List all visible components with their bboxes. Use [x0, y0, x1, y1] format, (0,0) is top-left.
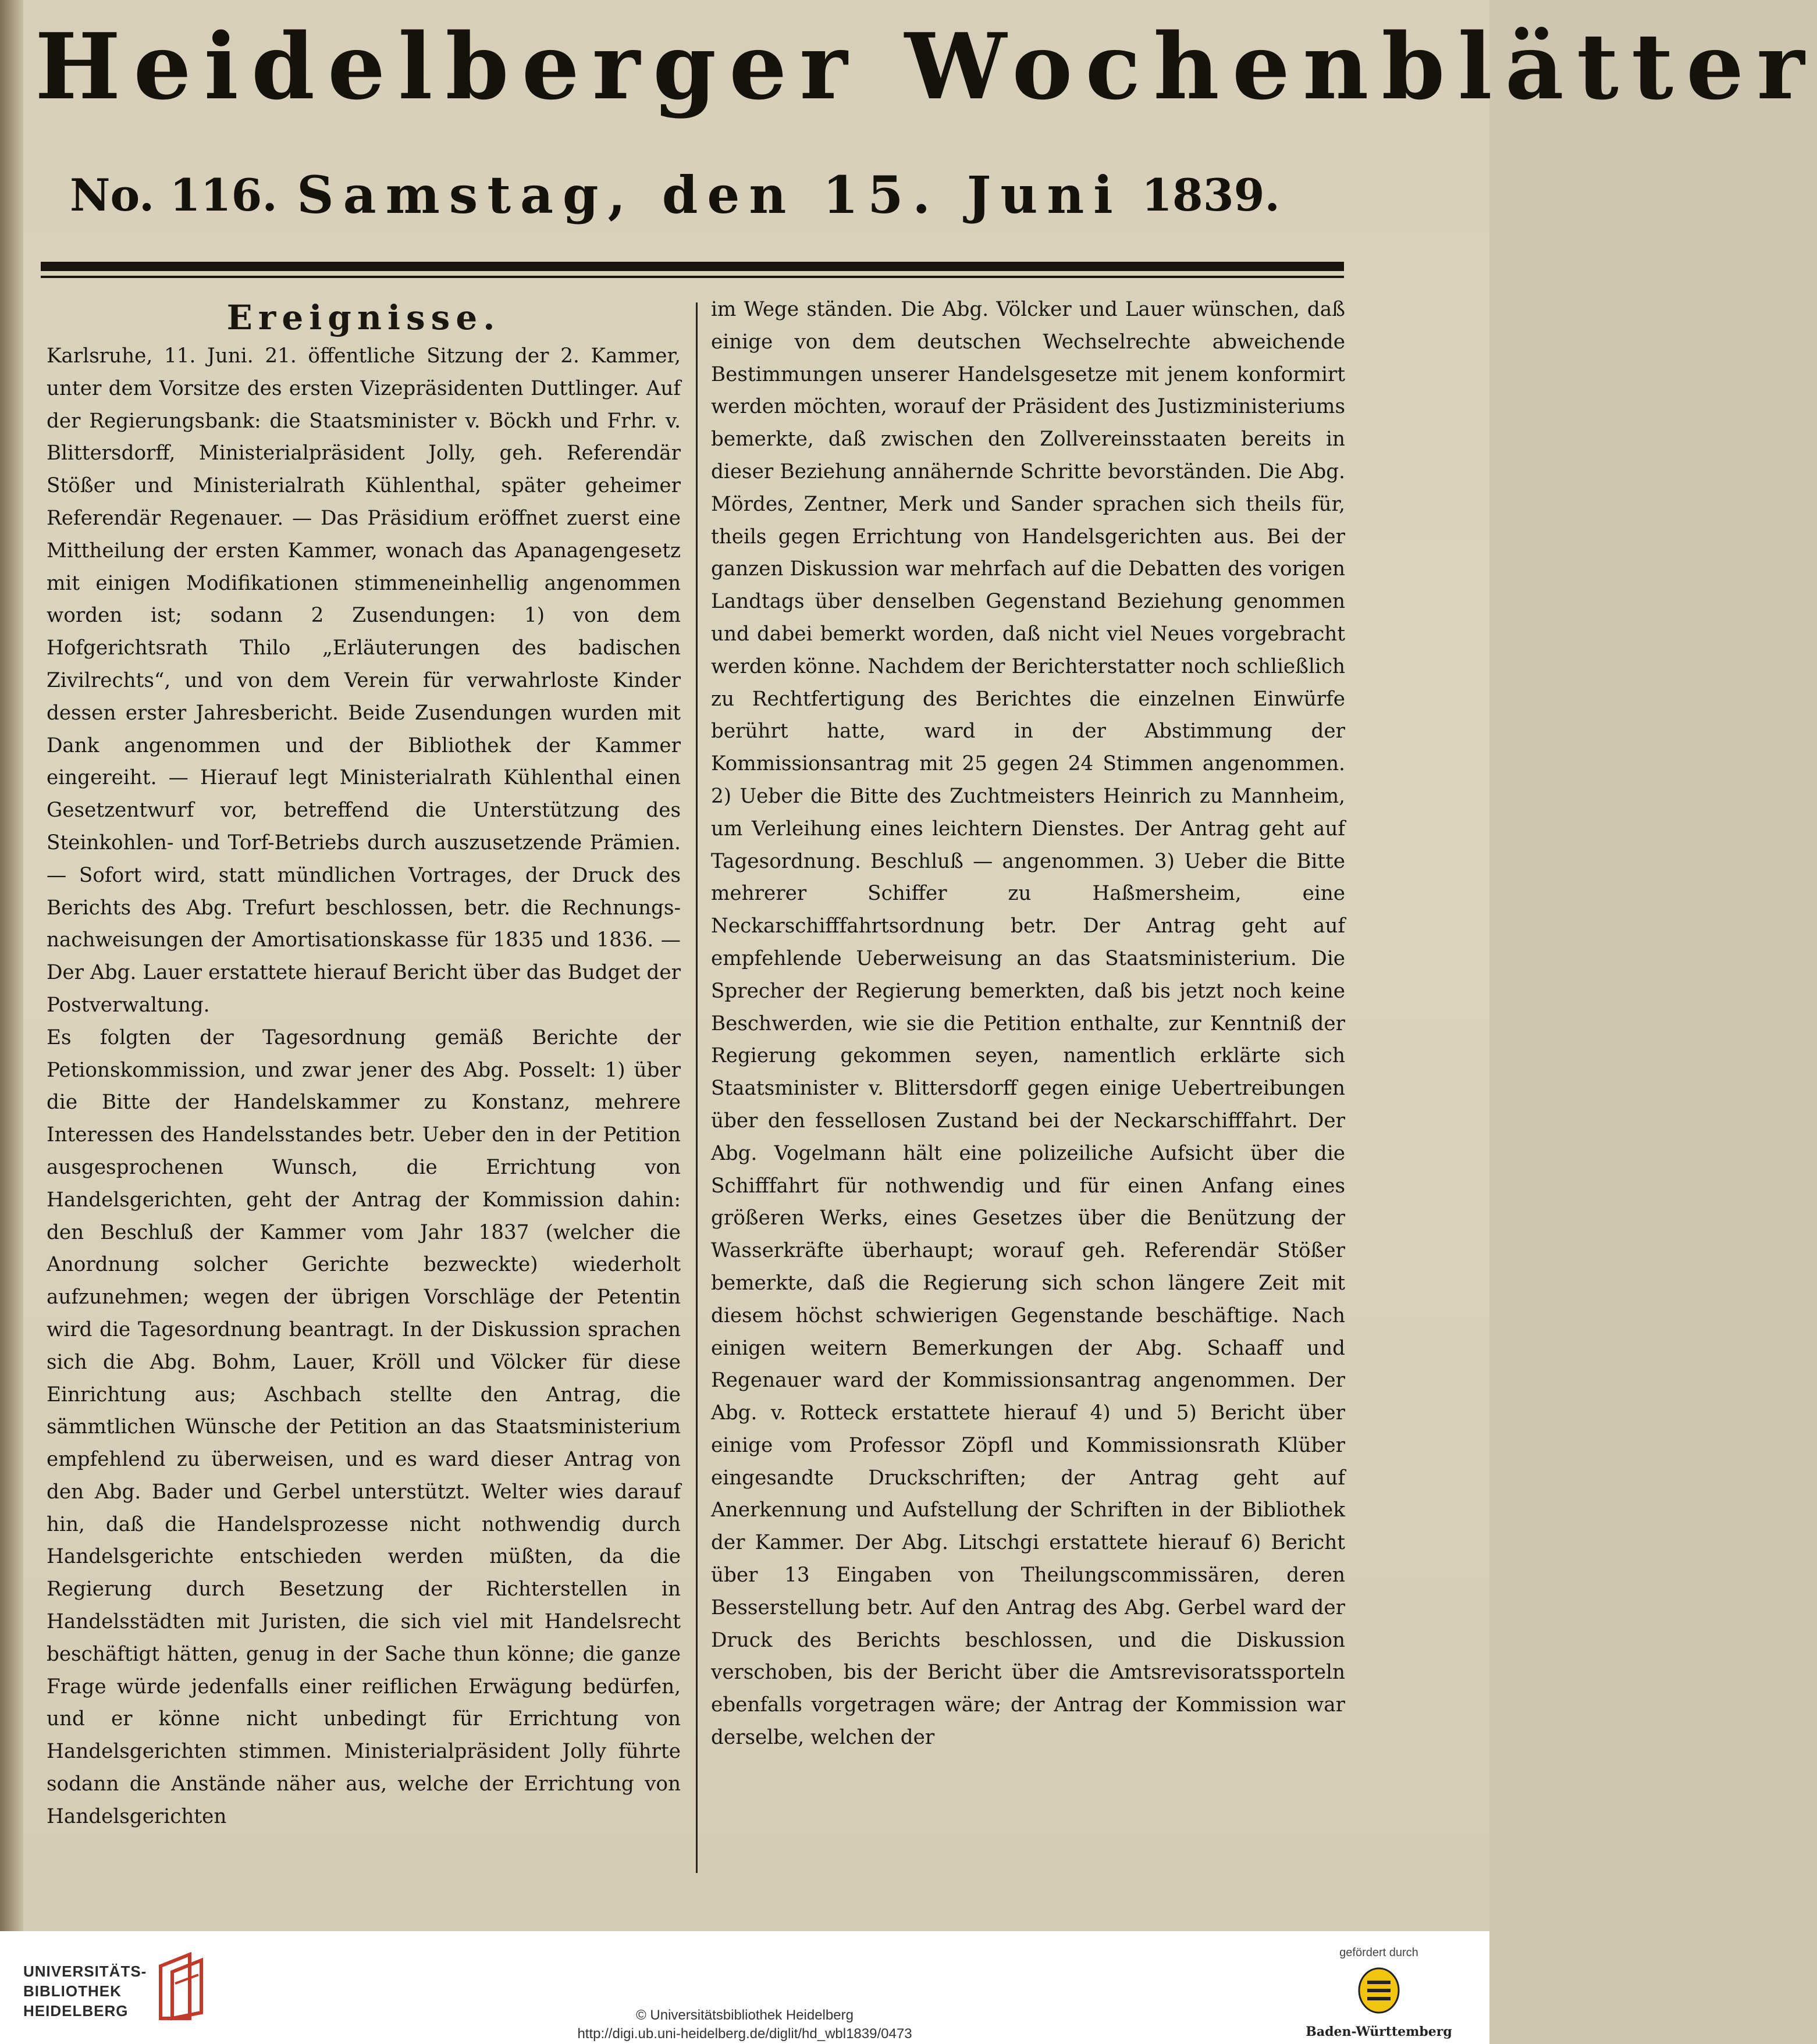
library-name-line: HEIDELBERG: [23, 2002, 129, 2020]
library-name-line: BIBLIOTHEK: [23, 1982, 122, 2000]
library-name-line: UNIVERSITÄTS-: [23, 1963, 147, 1980]
coat-of-arms-icon: [1357, 1966, 1401, 2015]
section-heading: Ereignisse.: [226, 298, 501, 337]
masthead-title: Heidelberger Wochenblätter: [35, 13, 1817, 120]
issue-year: 1839.: [1142, 169, 1280, 221]
header-rule-thick: [41, 262, 1344, 271]
issue-line: [70, 154, 1280, 236]
paragraph: Es folgten der Tagesordnung gemäß Berichte der Petionskommission, und zwar jener des Abg. Posselt: 1) über die Bitte der Handelskammer zu Konstanz, mehrere Interessen des Handelsstandes betr. Ueber den in der Petition ausgesprochenen Wunsch, die Errichtung von Handelsgerichten, geht der Antrag der Kommission dahin: den Beschluß der Kammer vom Jahr 1837 (welcher die Anordnung solcher Gerichte bezweckte) wiederholt aufzunehmen; wegen der übrigen Vorschläge der Petentin wird die Tagesordnung beantragt. In der Diskussion sprachen sich die Abg. Bohm, Lauer, Kröll und Völcker für diese Einrichtung aus; Aschbach stellte den Antrag, die sämmtlichen Wünsche der Petition an das Staatsministerium empfehlend zu überweisen, und es ward dieser Antrag von den Abg. Bader und Gerbel unterstützt. Welter wies darauf hin, daß die Handelsprozesse nicht nothwendig durch Handelsgerichte entschieden werden müßten, da die Regierung durch Besetzung der Richterstellen in Handelsstädten mit Juristen, die sich viel mit Handelsrecht beschäftigt hätten, genug in der Sache thun könne; die ganze Frage würde jedenfalls einer reiflichen Erwägung bedürfen, und er könne nicht unbedingt für Errichtung von Handelsgerichten stimmen. Ministerialpräsident Jolly führte sodann die Anstände näher aus, welche der Errichtung von Handelsgerichten: [47, 1025, 681, 1828]
issue-date: Samstag, den 15. Juni: [297, 165, 1122, 225]
copyright-notice: © Universitätsbibliothek Heidelberg: [636, 2007, 854, 2023]
footer: [0, 1931, 1489, 2044]
source-url-link[interactable]: http://digi.ub.uni-heidelberg.de/diglit/hd_wbl1839/0473: [577, 2026, 912, 2042]
paragraph: im Wege ständen. Die Abg. Völcker und Lauer wünschen, daß einige von dem deutschen Wechselrechte abweichende Bestimmungen unserer Handelsgesetze mit jenem konformirt werden möchten, worauf der Präsident des Justizministeriums bemerkte, daß zwischen den Zollvereinsstaaten bereits in dieser Beziehung annähernde Schritte bevorständen. Die Abg. Mördes, Zentner, Merk und Sander sprachen sich theils für, theils gegen Errichtung von Handelsgerichten aus. Bei der ganzen Diskussion war mehrfach auf die Debatten des vorigen Landtags über denselben Gegenstand Beziehung genommen und dabei bemerkt worden, daß nicht viel Neues vorgebracht werden könne. Nachdem der Berichterstatter noch schließlich zu Rechtfertigung des Berichtes die einzelnen Einwürfe berührt hatte, ward in der Abstimmung der Kommissionsantrag mit 25 gegen 24 Stimmen angenommen. 2) Ueber die Bitte des Zuchtmeisters Heinrich zu Mannheim, um Verleihung eines leichtern Dienstes. Der Antrag geht auf Tagesordnung. Beschluß — angenommen. 3) Ueber die Bitte mehrerer Schiffer zu Haßmersheim, eine Neckarschifffahrtsordnung betr. Der Antrag geht auf empfehlende Ueberweisung an das Staatsministerium. Die Sprecher der Regierung bemerkten, daß bis jetzt noch keine Beschwerden, wie sie die Petition enthalte, zur Kenntniß der Regierung gekommen seyen, namentlich erklärte sich Staatsminister v. Blittersdorff gegen einige Uebertreibungen über den fessellosen Zustand bei der Neckarschifffahrt. Der Abg. Vogelmann hält eine polizeiliche Aufsicht über die Schifffahrt für nothwendig und für einen Anfang eines größeren Werks, eines Gesetzes über die Benützung der Wasserkräfte überhaupt; worauf geh. Referendär Stößer bemerkte, daß die Regierung sich schon längere Zeit mit diesem höchst schwierigen Gegenstande beschäftige. Nach einigen weitern Bemerkungen der Abg. Schaaff und Regenauer ward der Kommissionsantrag angenommen. Der Abg. v. Rotteck erstattete hierauf 4) und 5) Bericht über einige vom Professor Zöpfl und Kommissionsrath Klüber eingesandte Druckschriften; der Antrag geht auf Anerkennung und Aufstellung der Schriften in der Bibliothek der Kammer. Der Abg. Litschgi erstattete hierauf 6) Bericht über 13 Eingaben von Theilungscommissären, deren Besserstellung betr. Auf den Antrag des Abg. Gerbel ward der Druck des Berichts beschlossen, und die Diskussion verschoben, bis der Bericht über die Amtsrevisoratssporteln ebenfalls vorgetragen wäre; der Antrag der Kommission war derselbe, welchen der: [711, 298, 1345, 1750]
header-rule-thin: [41, 276, 1344, 278]
right-column: [711, 294, 1345, 1876]
column-divider: [696, 302, 698, 1873]
funded-by-label: gefördert durch: [1339, 1946, 1418, 1959]
paragraph: Karlsruhe, 11. Juni. 21. öffentliche Sitzung der 2. Kammer, unter dem Vorsitze des ersten Vizepräsidenten Duttlinger. Auf der Regierungsbank: die Staatsminister v. Böckh und Frhr. v. Blittersdorff, Ministerialpräsident Jolly, geh. Referendär Stößer und Ministerialrath Kühlenthal, später geheimer Referendär Regenauer. — Das Präsidium eröffnet zuerst eine Mittheilung der ersten Kammer, wonach das Apanagengesetz mit einigen Modifikationen stimmeneinhellig angenommen worden ist; sodann 2 Zusendungen: 1) von dem Hofgerichtsrath Thilo „Erläuterungen des badischen Zivilrechts“, und von dem Verein für verwahrloste Kinder dessen erster Jahresbericht. Beide Zusendungen wurden mit Dank angenommen und der Bibliothek der Kammer eingereiht. — Hierauf legt Ministerialrath Kühlenthal einen Gesetzentwurf vor, betreffend die Unterstützung des Steinkohlen- und Torf-Betriebs durch auszusetzende Prämien. — Sofort wird, statt mündlichen Vortrages, der Druck des Berichts des Abg. Trefurt beschlossen, betr. die Rechnungsnachweisungen der Amortisationskasse für 1835 und 1836. — Der Abg. Lauer erstattete hierauf Bericht über das Budget der Postverwaltung.: [47, 344, 681, 1017]
funder-name: Baden-Württemberg: [1306, 2024, 1452, 2039]
issue-number: No. 116.: [70, 169, 278, 221]
page-binding-edge: [0, 0, 23, 1931]
left-column: [47, 294, 681, 1876]
